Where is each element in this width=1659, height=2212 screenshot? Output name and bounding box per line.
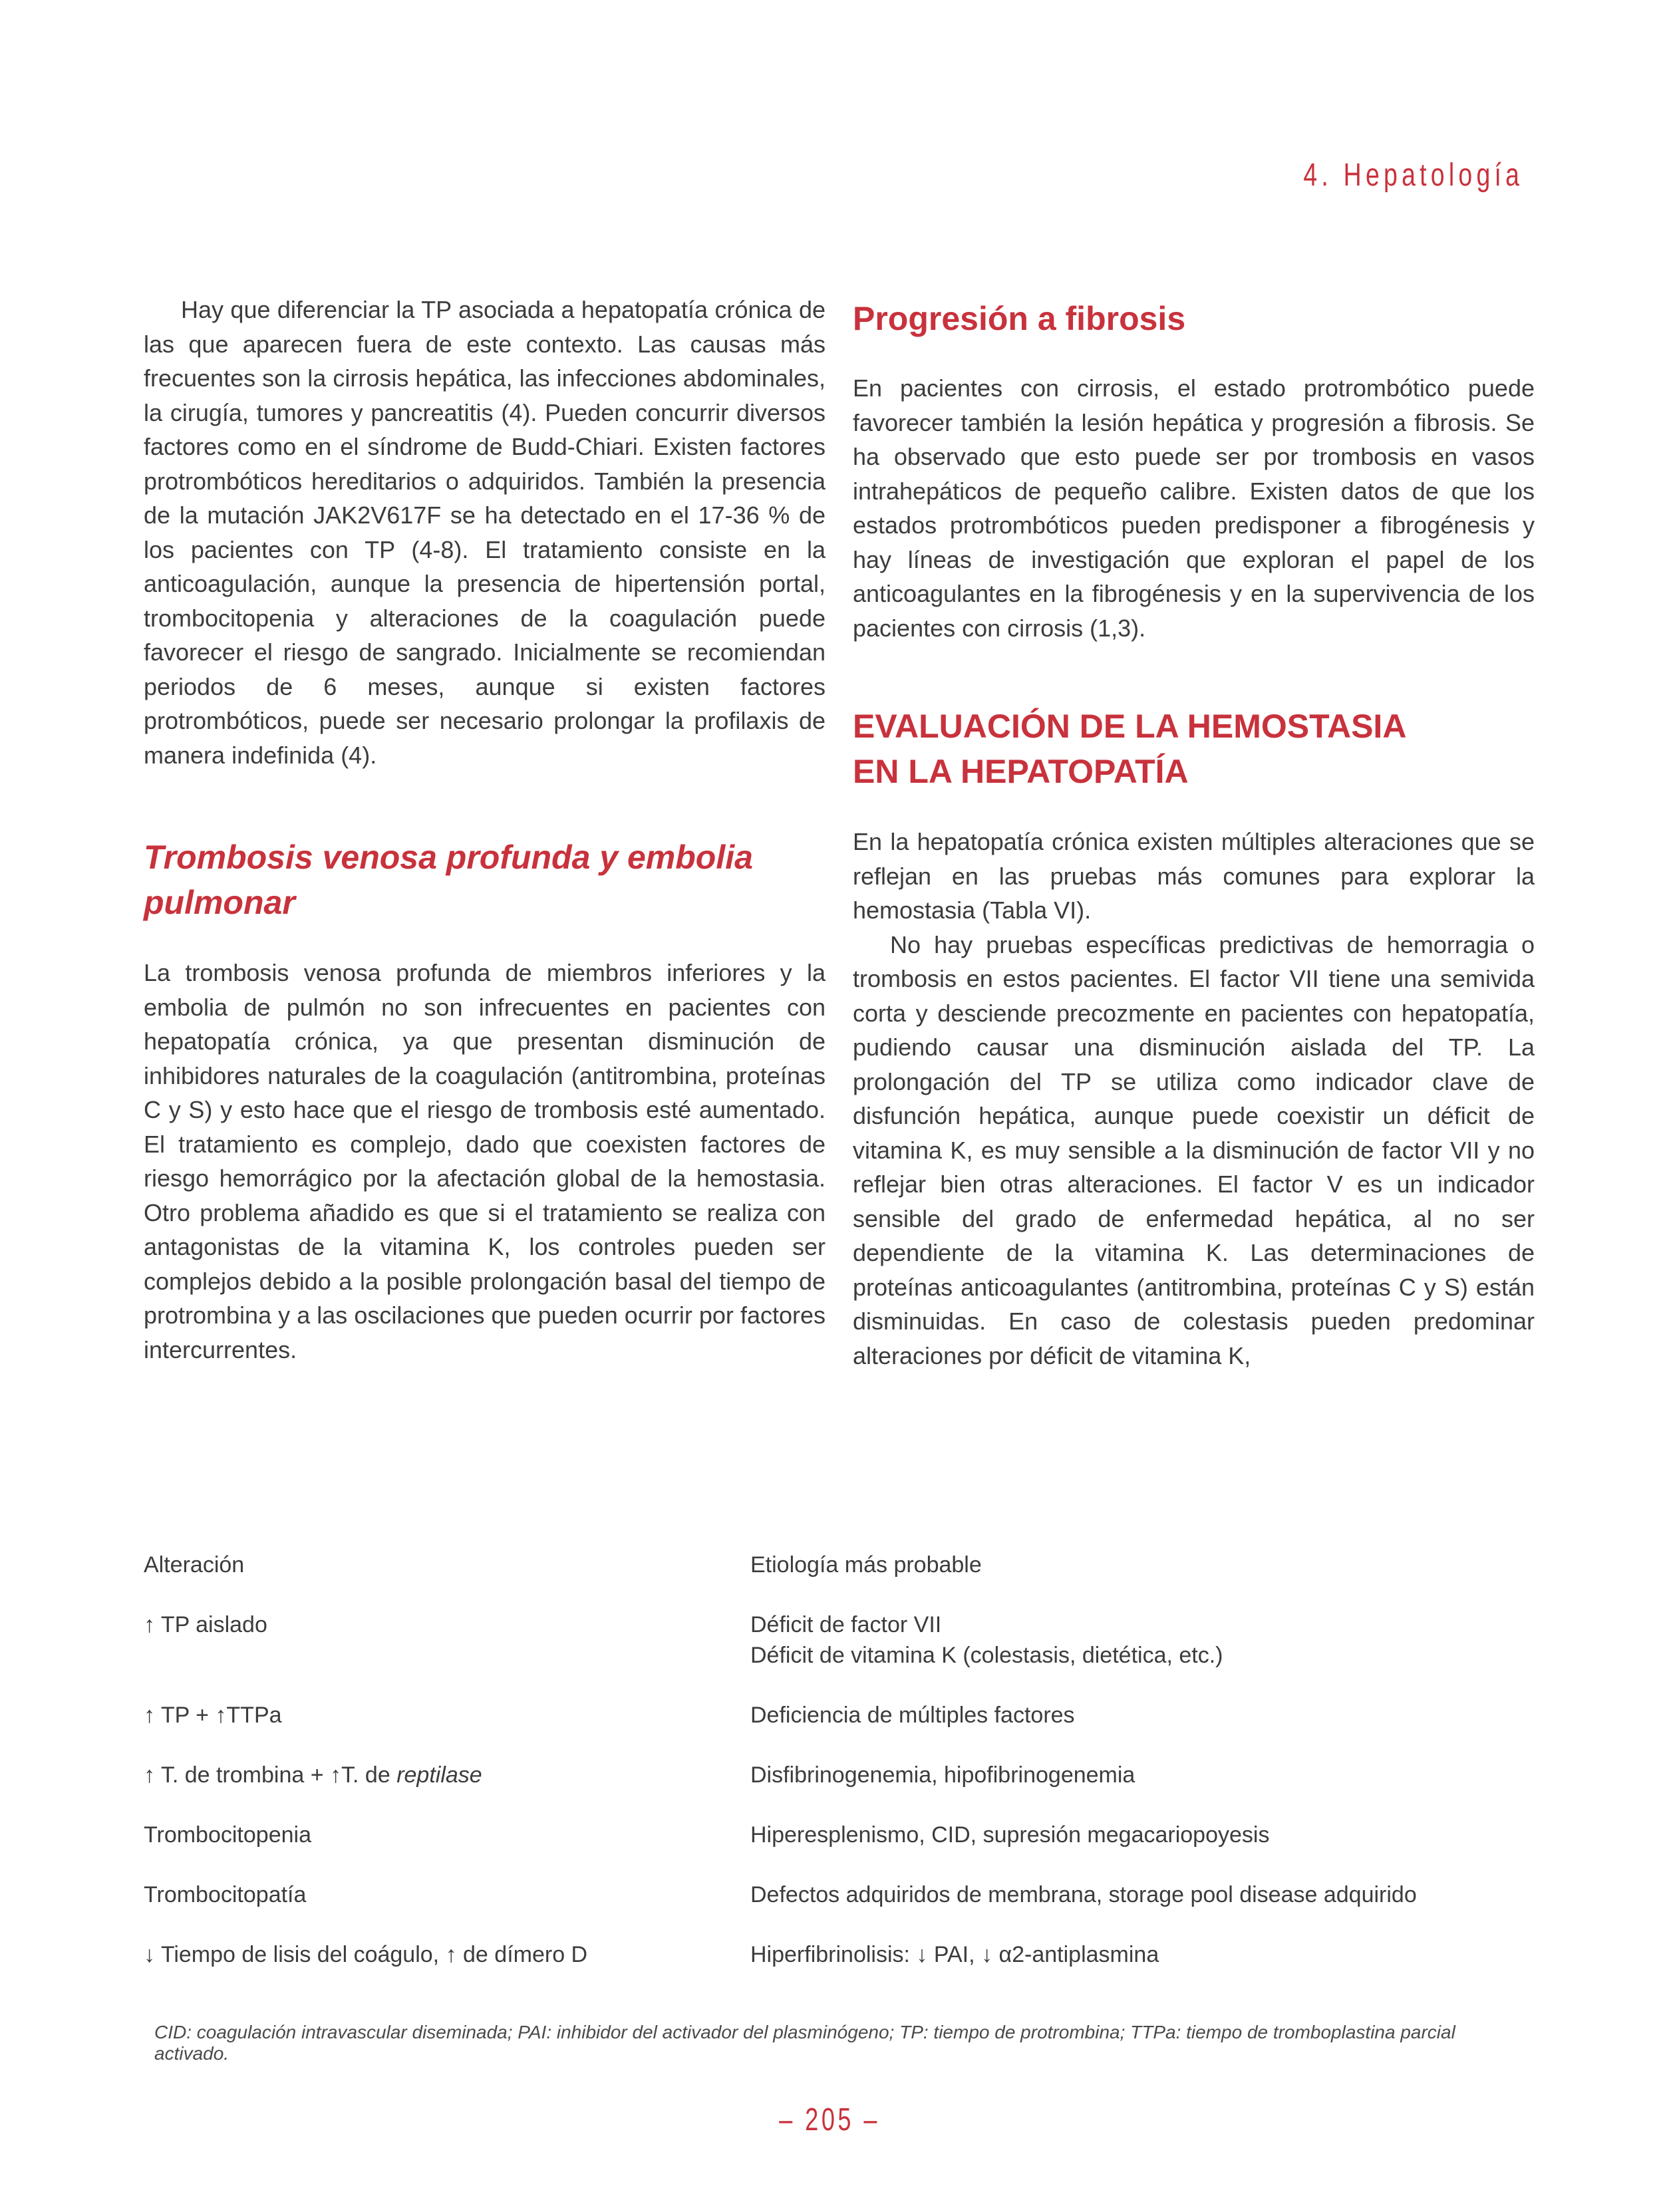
paragraph-fibrosis: En pacientes con cirrosis, el estado protrombótico puede favorecer también la lesión hepática y progresión a fibrosis. Se ha observado que esto puede ser por trombosis en vasos intrahepáticos de pequeño calibre. Existen datos de que los estados protrombóticos pueden predisponer a fibrogénesis y hay líneas de investigación que exploran el papel de los anticoagulantes en la fibrogénesis y en la supervivencia de los pacientes con cirrosis (1,3).: [853, 374, 1535, 642]
right-column: [853, 293, 1535, 1373]
table-cell: Trombocitopenia: [144, 1822, 311, 1848]
heading-tvp: Trombosis venosa profunda y embolia pulmonar: [144, 839, 753, 921]
hemostasis-table: [144, 1550, 1525, 1970]
table-row: [144, 1939, 1525, 1970]
table-cell: Disfibrinogenemia, hipofibrinogenemia: [750, 1762, 1135, 1788]
table-row: [144, 1879, 1525, 1910]
table-row: [144, 1700, 1525, 1730]
section-header: 4. Hepatología: [1303, 158, 1523, 193]
table-header-etiology: Etiología más probable: [750, 1552, 982, 1578]
table-cell-text: ↑ T. de trombina + ↑T. de: [144, 1762, 397, 1788]
table-cell: ↑ TP aislado: [144, 1612, 267, 1637]
table-footnote: CID: coagulación intravascular diseminada; PAI: inhibidor del activador del plasminógeno; TP: tiempo de protrombina; TTPa: tiempo de tromboplastina parcial activado.: [154, 2022, 1455, 2064]
heading-fibrosis: Progresión a fibrosis: [853, 300, 1186, 337]
table-header-alteration: Alteración: [144, 1552, 245, 1578]
table-cell: ↓ Tiempo de lisis del coágulo, ↑ de dímero D: [144, 1942, 588, 1967]
paragraph-tvp: La trombosis venosa profunda de miembros inferiores y la embolia de pulmón no son infrecuentes en pacientes con hepatopatía crónica, ya que presentan disminución de inhibidores naturales de la coagulación (antitrombina, proteínas C y S) y esto hace que el riesgo de trombosis esté aumentado. El tratamiento es complejo, dado que coexisten factores de riesgo hemorrágico por la afectación global de la hemostasia. Otro problema añadido es que si el tratamiento se realiza con antagonistas de la vitamina K, los controles pueden ser complejos debido a la posible prolongación basal del tiempo de protrombina y a las oscilaciones que pueden ocurrir por factores intercurrentes.: [144, 959, 826, 1363]
table-cell: Hiperesplenismo, CID, supresión megacariopoyesis: [750, 1822, 1270, 1848]
heading-evaluation-line2: EN LA HEPATOPATÍA: [853, 753, 1189, 790]
heading-evaluation-line1: EVALUACIÓN DE LA HEMOSTASIA: [853, 708, 1407, 745]
table-cell: Trombocitopatía: [144, 1882, 307, 1907]
table-row: [144, 1820, 1525, 1850]
table-cell: ↑ TP + ↑TTPa: [144, 1703, 282, 1728]
table-cell: Hiperfibrinolisis: ↓ PAI, ↓ α2-antiplasmina: [750, 1942, 1159, 1967]
table-cell: Defectos adquiridos de membrana, storage pool disease adquirido: [750, 1882, 1417, 1907]
table-cell: Deficiencia de múltiples factores: [750, 1703, 1075, 1728]
paragraph-evaluation-tests: No hay pruebas específicas predictivas de hemorragia o trombosis en estos pacientes. El factor VII tiene una semivida corta y desciende precozmente en pacientes con hepatopatía, pudiendo causar una disminución aislada del TP. La prolongación del TP se utiliza como indicador clave de disfunción hepática, aunque puede coexistir un déficit de vitamina K, es muy sensible a la disminución de factor VII y no reflejar bien otras alteraciones. El factor V es un indicador sensible del grado de enfermedad hepática, al no ser dependiente de la vitamina K. Las determinaciones de proteínas anticoagulantes (antitrombina, proteínas C y S) están disminuidas. En caso de colestasis pueden predominar alteraciones por déficit de vitamina K,: [853, 930, 1535, 1369]
paragraph-evaluation-intro: En la hepatopatía crónica existen múltiples alteraciones que se reflejan en las pruebas más comunes para explorar la hemostasia (Tabla VI).: [853, 828, 1535, 924]
table-row: [144, 1609, 1525, 1671]
left-column: [144, 293, 826, 1367]
table-cell-italic: reptilase: [396, 1762, 482, 1788]
page-number: [0, 2102, 1659, 2138]
table-cell-line: Déficit de factor VII: [750, 1612, 942, 1637]
paragraph-tp-causes: Hay que diferenciar la TP asociada a hepatopatía crónica de las que aparecen fuera de este contexto. Las causas más frecuentes son la cirrosis hepática, las infecciones abdominales, la cirugía, tumores y pancreatitis (4). Pueden concurrir diversos factores como en el síndrome de Budd-Chiari. Existen factores protrombóticos hereditarios o adquiridos. También la presencia de la mutación JAK2V617F se ha detectado en el 17-36 % de los pacientes con TP (4-8). El tratamiento consiste en la anticoagulación, aunque la presencia de hipertensión portal, trombocitopenia y alteraciones de la coagulación puede favorecer el riesgo de sangrado. Inicialmente se recomiendan periodos de 6 meses, aunque si existen factores protrombóticos, puede ser necesario prolongar la profilaxis de manera indefinida (4).: [144, 296, 826, 769]
heading-evaluation: [853, 704, 1535, 794]
table-header-row: [144, 1550, 1525, 1580]
table-cell: [144, 1760, 750, 1790]
table-cell-line: Déficit de vitamina K (colestasis, dietética, etc.): [750, 1643, 1223, 1668]
page-number-text: – 205 –: [779, 2102, 880, 2138]
table-cell: [750, 1609, 1525, 1671]
table-row: [144, 1760, 1525, 1790]
